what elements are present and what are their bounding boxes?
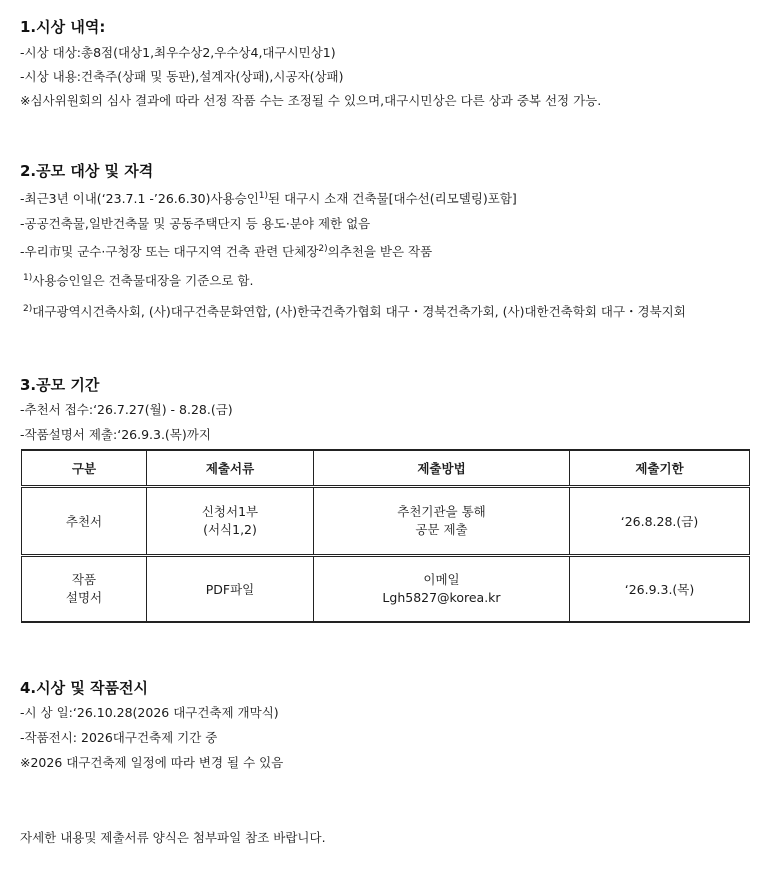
section3-heading: 3.공모 기간 — [20, 376, 100, 394]
footnote-1 — [23, 272, 253, 290]
award-date-line: -시 상 일:‘26.10.28(2026 대구건축제 개막식) — [20, 705, 279, 720]
header-category: 구분 — [22, 450, 147, 487]
row1-documents-line1: 신청서1부 — [201, 504, 259, 519]
row2-method-line1: 이메일 — [423, 572, 460, 587]
row1-deadline: ‘26.8.28.(금) — [570, 487, 750, 556]
footer-note: 자세한 내용및 제출서류 양식은 첨부파일 참조 바랍니다. — [20, 830, 326, 845]
row1-method-line2: 공문 제출 — [415, 522, 468, 537]
row2-category-line1: 작품 — [71, 572, 97, 587]
row1-documents-line2: (서식1,2) — [203, 522, 257, 537]
footnote-2 — [23, 303, 686, 321]
footnote-1-marker: 1) — [23, 273, 33, 283]
award-target-line: -시상 대상:총8점(대상1,최우수상2,우수상4,대구시민상1) — [20, 45, 336, 60]
row2-deadline: ‘26.9.3.(목) — [570, 556, 750, 623]
row2-method — [314, 556, 570, 623]
section2-heading: 2.공모 대상 및 자격 — [20, 162, 154, 180]
table-row — [22, 487, 750, 556]
row2-documents: PDF파일 — [147, 556, 314, 623]
award-note-line: ※심사위원회의 심사 결과에 따라 선정 작품 수는 조정될 수 있으며,대구시민상은 다른 상과 중복 선정 가능. — [20, 93, 602, 108]
eligibility-period-text: -최근3년 이내(‘23.7.1 -’26.6.30)사용승인 — [20, 191, 259, 206]
award-content-line: -시상 내용:건축주(상패 및 동판),설계자(상패),시공자(상패) — [20, 69, 344, 84]
eligibility-recommend-text: -우리市및 군수·구청장 또는 대구지역 건축 관련 단체장 — [20, 244, 319, 259]
recommend-receipt-line: -추천서 접수:‘26.7.27(월) - 8.28.(금) — [20, 402, 233, 417]
eligibility-period-rest: 된 대구시 소재 건축물[대수선(리모델링)포함] — [268, 191, 517, 206]
row1-method-line1: 추천기관을 통해 — [397, 504, 486, 519]
table-header-row — [22, 450, 750, 487]
footnote-2-marker: 2) — [23, 304, 33, 314]
schedule-note-line: ※2026 대구건축제 일정에 따라 변경 될 수 있음 — [20, 755, 284, 770]
eligibility-type-line: -공공건축물,일반건축물 및 공동주택단지 등 용도·분야 제한 없음 — [20, 216, 371, 231]
footnote-1-text: 사용승인일은 건축물대장을 기준으로 함. — [32, 273, 254, 288]
footnote-2-text: 대구광역시건축사회, (사)대구건축문화연합, (사)한국건축가협회 대구・경북건축가회, (사)대한건축학회 대구・경북지회 — [32, 304, 686, 319]
row1-method — [314, 487, 570, 556]
row1-category: 추천서 — [22, 487, 147, 556]
section4-heading: 4.시상 및 작품전시 — [20, 679, 149, 697]
eligibility-recommend-rest: 의추천을 받은 작품 — [327, 244, 433, 259]
header-deadline: 제출기한 — [570, 450, 750, 487]
header-documents: 제출서류 — [147, 450, 314, 487]
row2-email: Lgh5827@korea.kr — [382, 590, 501, 605]
section1-heading: 1.시상 내역: — [20, 18, 106, 36]
header-method: 제출방법 — [314, 450, 570, 487]
footnote-ref-1: 1) — [258, 191, 269, 201]
eligibility-recommend-line — [20, 243, 432, 261]
row2-category — [22, 556, 147, 623]
row2-category-line2: 설명서 — [65, 590, 103, 605]
eligibility-period-line — [20, 190, 517, 208]
exhibition-line: -작품전시: 2026대구건축제 기간 중 — [20, 730, 218, 745]
submission-table — [21, 449, 750, 623]
table-row — [22, 556, 750, 623]
row1-documents — [147, 487, 314, 556]
footnote-ref-2: 2) — [318, 244, 328, 254]
description-submit-line: -작품설명서 제출:‘26.9.3.(목)까지 — [20, 427, 211, 442]
